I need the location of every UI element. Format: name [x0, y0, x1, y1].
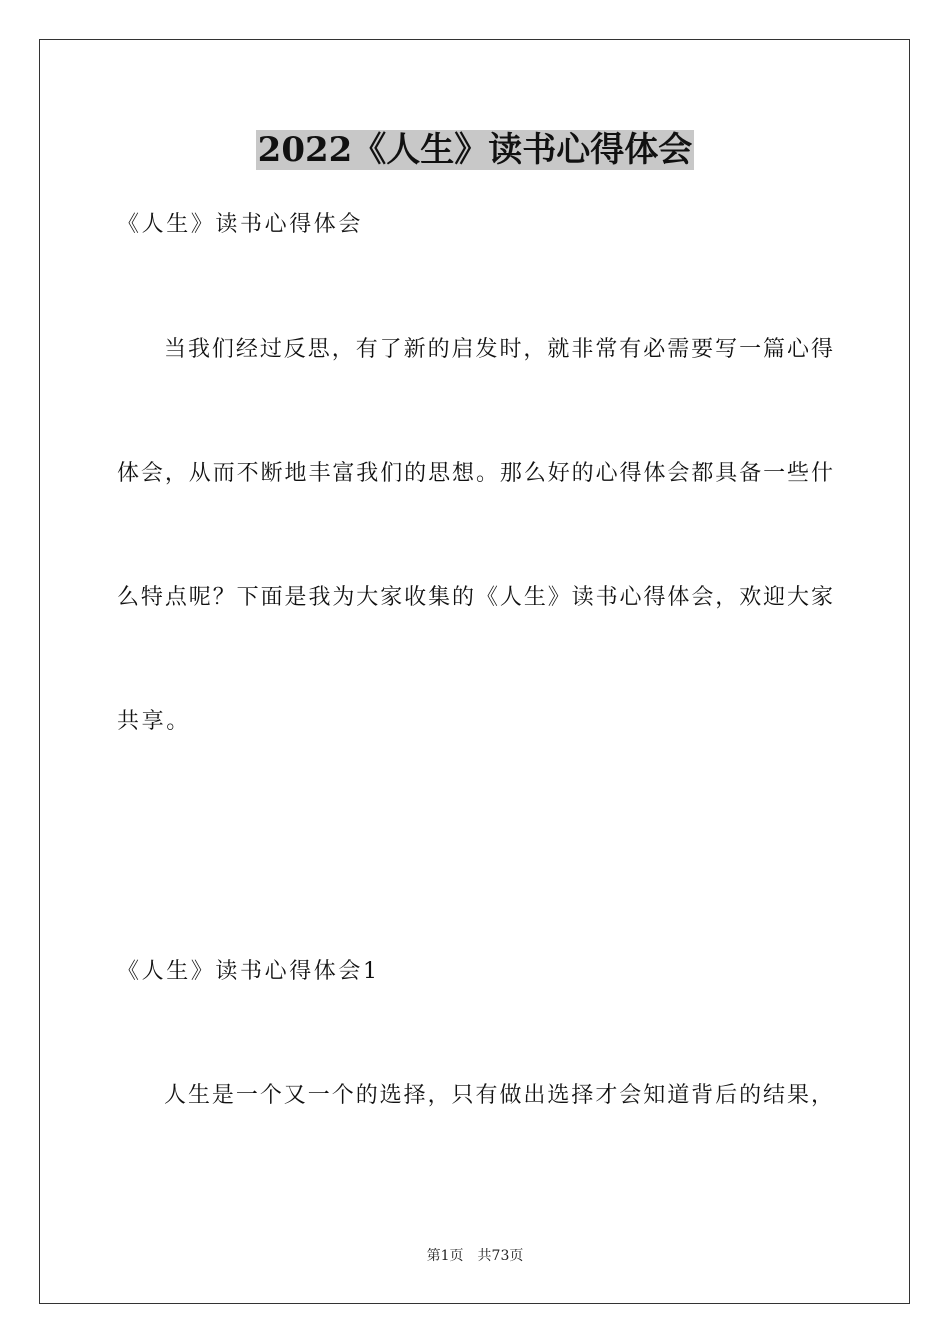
page-footer: 第1页 共73页 [426, 1248, 524, 1264]
paragraph-line: 人生是一个又一个的选择，只有做出选择才会知道背后的结果， [164, 1083, 833, 1108]
section-heading: 《人生》读书心得体会1 [117, 959, 380, 984]
document-title-text: 2022《人生》读书心得体会 [257, 130, 693, 170]
document-title [0, 128, 950, 172]
document-subtitle: 《人生》读书心得体会 [117, 212, 364, 237]
paragraph-line: 共享。 [117, 709, 191, 734]
paragraph-line: 当我们经过反思，有了新的启发时，就非常有必需要写一篇心得 [164, 337, 833, 362]
paragraph-line: 么特点呢？下面是我为大家收集的《人生》读书心得体会，欢迎大家 [117, 585, 833, 610]
paragraph-line: 体会，从而不断地丰富我们的思想。那么好的心得体会都具备一些什 [117, 461, 833, 486]
